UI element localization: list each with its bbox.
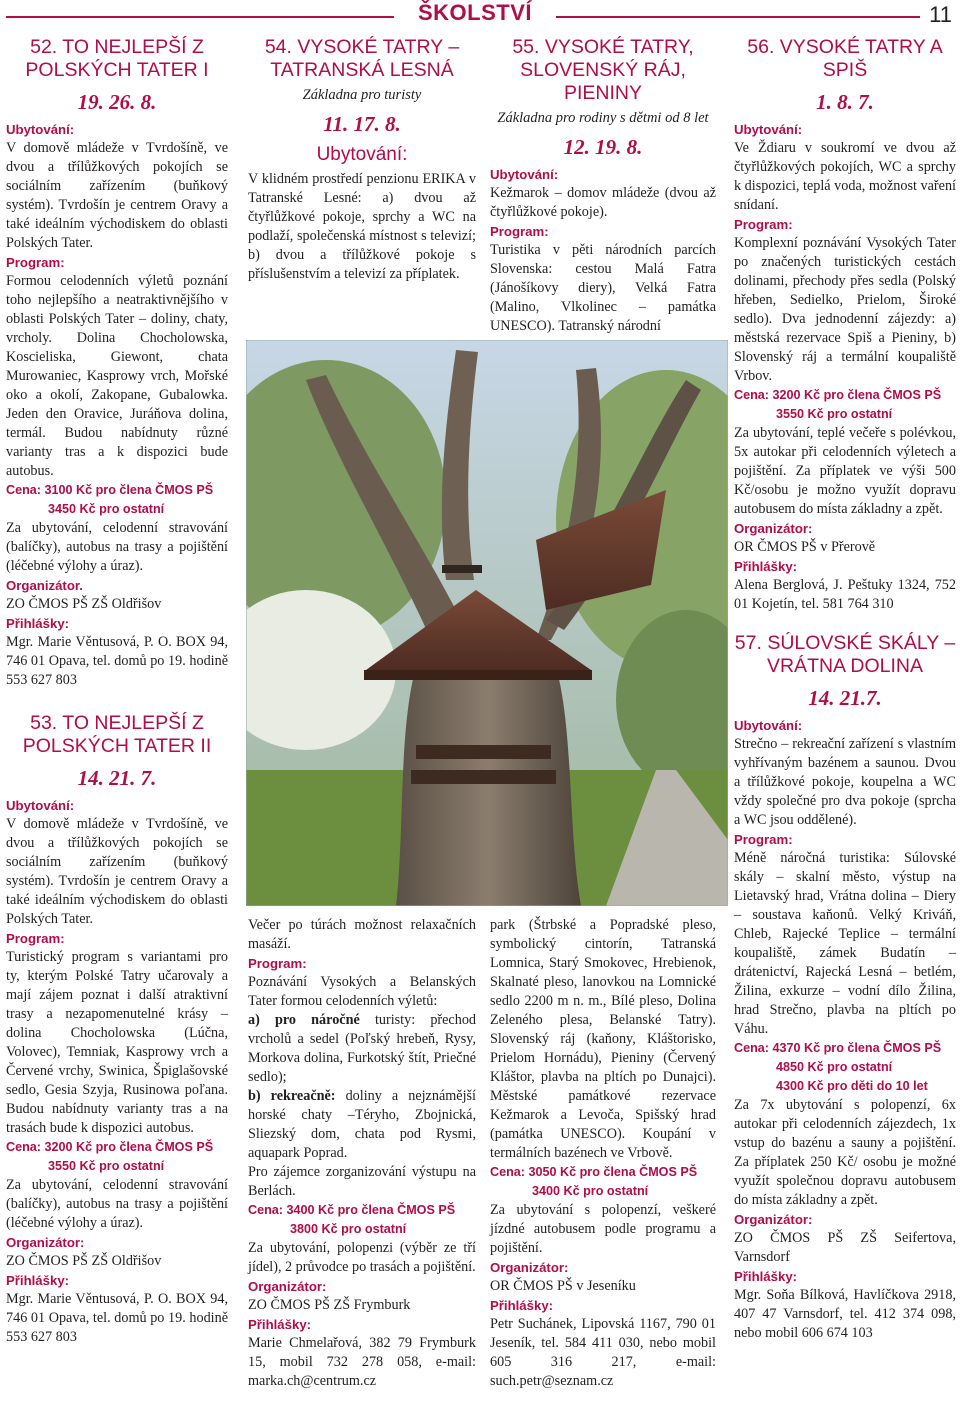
trip-title: 57. SÚLOVSKÉ SKÁLY – VRÁTNA DOLINA — [734, 632, 956, 677]
accommodation-label: Ubytování: — [6, 122, 75, 137]
signup-text: Mgr. Marie Věntusová, P. O. BOX 94, 746 01 Opava, tel. domů po 19. hodině 553 627 803 — [6, 634, 228, 688]
trip-title: 52. TO NEJLEPŠÍ Z POLSKÝCH TATER I — [25, 36, 209, 81]
price-note: Za ubytování, teplé večeře s polévkou, 5x autokar při celodenních výletech a pojištění. Za příplatek ve výši 500 Kč/osobu je možno využít dopravu autobusem do místa základny a zpět. — [734, 425, 956, 517]
accommodation-text: Strečno – rekreační zařízení s vlastním vyhřívaným bazénem a saunou. Dvou a třílůžkové pokoje, koupelna a WC vždy společné pro dva pokoje (sprcha a WC jsou oddělené). — [734, 736, 956, 828]
price-other: 3800 Kč pro ostatní — [290, 1222, 407, 1236]
organizer-label: Organizátor: — [6, 1235, 85, 1250]
program-label: Program: — [734, 832, 793, 847]
price-member — [734, 386, 956, 405]
price-other: 4850 Kč pro ostatní — [776, 1060, 893, 1074]
signup-label: Přihlášky: — [6, 616, 70, 631]
trip-title: 54. VYSOKÉ TATRY – TATRANSKÁ LESNÁ — [264, 36, 460, 81]
accommodation-label: Ubytování: — [734, 718, 803, 733]
price-member-value: 3400 Kč pro člena ČMOS PŠ — [286, 1203, 456, 1217]
spacer — [6, 690, 228, 712]
price-label: Cena: — [6, 1140, 41, 1154]
organizer-text: ZO ČMOS PŠ ZŠ Seifertova, Varnsdorf — [734, 1230, 956, 1265]
program-b-text: doliny a nejznámější horské chaty –Téryho, Zbojnická, Sliezský dom, chata pod Rysmi, aquapark Poprad. — [248, 1088, 476, 1161]
price-label: Cena: — [734, 388, 769, 402]
trip-57 — [734, 632, 956, 1343]
trip-date: 12. 19. 8. — [563, 135, 643, 159]
price-note: Za ubytování s polopenzí, veškeré jízdné autobusem podle programu a pojištění. — [490, 1202, 716, 1256]
trip-subtitle: Základna pro turisty — [302, 87, 422, 103]
program-text: Turistický program s variantami pro ty, kterým Polské Tatry učarovaly a mají zájem poznat i další atraktivní trasy a nezapomenutelné krásy – dolina Chocholowska (Lúčna, Volovec), Temniak, Kasprowy vrch a Červené vrchy, Swinica, Špiglašovské sedlo, Gesia Szyja, Rusinowa poľana. Budou nabídnuty varianty tras a na trasách bude k dispozici autobus. — [6, 949, 228, 1136]
organizer-text: ZO ČMOS PŠ ZŠ Frymburk — [248, 1297, 411, 1313]
accommodation-label: Ubytování: — [316, 144, 408, 165]
price-note: Za ubytování, polopenzi (výběr ze tří jídel), 2 průvodce po trasách a pojištění. — [248, 1240, 476, 1275]
organizer-label: Organizátor. — [6, 578, 83, 593]
header-rule-right — [556, 16, 920, 18]
price-member — [490, 1163, 716, 1182]
signup-text: Mgr. Marie Věntusová, P. O. BOX 94, 746 01 Opava, tel. domů po 19. hodině 553 627 803 — [6, 1291, 228, 1345]
tree-illustration — [246, 340, 728, 906]
price-other: 3450 Kč pro ostatní — [48, 502, 165, 516]
price-label: Cena: — [6, 483, 41, 497]
tree-photo — [246, 340, 728, 906]
price-member-value: 4370 Kč pro člena ČMOS PŠ — [772, 1041, 942, 1055]
price-label: Cena: — [248, 1203, 283, 1217]
organizer-text: ZO ČMOS PŠ ZŠ Oldřišov — [6, 596, 162, 612]
trip-date: 19. 26. 8. — [77, 90, 157, 114]
price-label: Cena: — [490, 1165, 525, 1179]
program-text: Méně náročná turistika: Súlovské skály – skalní město, výstup na Lietavský hrad, Vrátna dolina – Diery – soustava kaňonů. Velký Kriváň, Chleb, Rajecké Teplice – termální koupaliště, zámek Budatín – drátenictví, Rajecká Lesná – betlém, Žilina, exkurze – vodní dílo Žilina, hrad Strečno, plavba na pltích po Váhu. — [734, 850, 956, 1037]
price-note: Za 7x ubytování s polopenzí, 6x autokar při celodenních zájezdech, 1x vstup do bazénu a sauny a pojištění. Za příplatek 250 Kč/ osobu je možné využít společnou dopravu autobusem do místa základny a zpět. — [734, 1097, 956, 1208]
organizer-text: OR ČMOS PŠ v Jeseníku — [490, 1278, 636, 1294]
program-intro: Poznávání Vysokých a Belanských Tater formou celodenních výletů: — [248, 974, 476, 1009]
signup-label: Přihlášky: — [490, 1298, 554, 1313]
column-3-bottom — [490, 916, 716, 1391]
column-4 — [734, 36, 956, 1343]
organizer-text: OR ČMOS PŠ v Přerově — [734, 539, 876, 555]
accommodation-label: Ubytování: — [734, 122, 803, 137]
signup-label: Přihlášky: — [734, 559, 798, 574]
program-b-label: b) rekreačně: — [248, 1088, 336, 1104]
price-note: Za ubytování, celodenní stravování (balíčky), autobus na trasy a pojištění (léčebné výlohy a úraz). — [6, 1177, 228, 1231]
price-member-value: 3200 Kč pro člena ČMOS PŠ — [772, 388, 942, 402]
trip-date: 14. 21. 7. — [77, 766, 157, 790]
price-note: Za ubytování, celodenní stravování (balíčky), autobus na trasy a pojištění (léčebné výlohy a úraz). — [6, 520, 228, 574]
evening-text: Večer po túrách možnost relaxačních masáží. — [248, 917, 476, 952]
price-other: 3550 Kč pro ostatní — [48, 1159, 165, 1173]
trip-date: 14. 21.7. — [808, 686, 882, 710]
program-label: Program: — [6, 255, 65, 270]
trip-date: 11. 17. 8. — [323, 112, 401, 136]
trip-56 — [734, 36, 956, 614]
signup-text: Marie Chmelařová, 382 79 Frymburk 15, mobil 732 278 058, e-mail: marka.ch@centrum.cz — [248, 1335, 476, 1389]
accommodation-text: Kežmarok – domov mládeže (dvou až čtyřlůžkové pokoje). — [490, 185, 716, 220]
page-number: 11 — [929, 2, 952, 27]
column-3 — [490, 36, 716, 336]
accommodation-text: V domově mládeže v Tvrdošíně, ve dvou a třílůžkových pokojích se sociálním zařízením (buňkový systém). Tvrdošín je centrem Oravy a také ideálním východiskem do oblasti Polských Tater. — [6, 140, 228, 251]
accommodation-label: Ubytování: — [6, 798, 75, 813]
program-a-label: a) pro náročné — [248, 1012, 360, 1028]
trip-subtitle: Základna pro rodiny s dětmi od 8 let — [497, 110, 709, 126]
organizer-label: Organizátor: — [490, 1260, 569, 1275]
program-a — [248, 1011, 476, 1087]
column-2-bottom — [248, 916, 476, 1391]
price-member-value: 3100 Kč pro člena ČMOS PŠ — [44, 483, 214, 497]
organizer-label: Organizátor: — [734, 521, 813, 536]
price-member — [734, 1039, 956, 1058]
price-child: 4300 Kč pro děti do 10 let — [776, 1079, 928, 1093]
program-text: Komplexní poznávání Vysokých Tater po značených turistických cestách dolinami, přechody přes sedla (Polský hřeben, Sedielko, Prielom, Široké sedlo). Dva jednodenní zájezdy: a) městská rezervace Spiš a Pieniny, b) Slovenský ráj a termální koupaliště Vrbov. — [734, 235, 956, 384]
trip-52 — [6, 36, 228, 690]
organizer-text: ZO ČMOS PŠ ZŠ Oldřišov — [6, 1253, 162, 1269]
accommodation-text: V domově mládeže v Tvrdošíně, ve dvou a třílůžkových pokojích se sociálním zařízením (buňkový systém). Tvrdošín je centrem Oravy a také ideálním východiskem do oblasti Polských Tater. — [6, 816, 228, 927]
column-2 — [248, 36, 476, 284]
trip-54 — [248, 36, 476, 284]
price-member-value: 3050 Kč pro člena ČMOS PŠ — [528, 1165, 698, 1179]
trip-title: 56. VYSOKÉ TATRY A SPIŠ — [747, 36, 943, 81]
price-other: 3400 Kč pro ostatní — [532, 1184, 649, 1198]
trip-title: 53. TO NEJLEPŠÍ Z POLSKÝCH TATER II — [22, 712, 212, 757]
trip-date: 1. 8. 7. — [816, 90, 874, 114]
program-label: Program: — [6, 931, 65, 946]
accommodation-text: V klidném prostředí penzionu ERIKA v Tatranské Lesné: a) dvou až čtyřlůžkové pokoje, sprchy a WC na podlaží, společenská místnost s televizí; b) dvou a třílůžkové pokoje s příslušenstvím a televizí za příplatek. — [248, 171, 476, 282]
program-b — [248, 1087, 476, 1163]
program-continued: park (Štrbské a Popradské pleso, symbolický cintorín, Tatranská Lomnica, Starý Smokovec, Hrebienok, Skalnaté pleso, lanovkou na Lomnické sedlo 2200 m n. m., Bílé pleso, Dolina Zeleného plesa, Belanské Tatry). Slovenský ráj (kaňony, Kláštorisko, Prielom Hornádu), Pieniny (Červený Kláštor, plavba na pltích po Dunajci). Městské památkové rezervace Kežmarok a Levoča, Spišský hrad (památka UNESCO). Koupání v termálních bazénech ve Vrbově. — [490, 917, 716, 1161]
accommodation-label: Ubytování: — [490, 167, 559, 182]
signup-label: Přihlášky: — [6, 1273, 70, 1288]
column-1 — [6, 36, 228, 1347]
trip-53 — [6, 712, 228, 1347]
program-text: Turistika v pěti národních parcích Slovenska: cestou Malá Fatra (Jánošíkovy diery), Velká Fatra (Malino, Vlkolinec – památka UNESCO). Tatranský národní — [490, 242, 716, 334]
signup-text: Mgr. Soňa Bílková, Havlíčkova 2918, 407 47 Varnsdorf, tel. 412 374 098, nebo mobil 606 674 103 — [734, 1287, 956, 1341]
program-a-text: turisty: přechod vrcholů a sedel (Poľský hrebeň, Rysy, Morkova dolina, Furkotský štít, Priečné sedlo); — [248, 1012, 477, 1085]
section-title: ŠKOLSTVÍ — [417, 0, 532, 25]
price-member — [6, 481, 228, 500]
program-label: Program: — [490, 224, 549, 239]
organizer-label: Organizátor: — [248, 1279, 327, 1294]
program-extra: Pro zájemce zorganizování výstupu na Berlách. — [248, 1164, 476, 1199]
signup-text: Alena Berglová, J. Peštuky 1324, 752 01 Kojetín, tel. 581 764 310 — [734, 577, 956, 612]
price-member — [248, 1201, 476, 1220]
price-other: 3550 Kč pro ostatní — [776, 407, 893, 421]
program-label: Program: — [734, 217, 793, 232]
price-member-value: 3200 Kč pro člena ČMOS PŠ — [44, 1140, 214, 1154]
signup-text: Petr Suchánek, Lipovská 1167, 790 01 Jeseník, tel. 584 411 030, nebo mobil 605 316 217, e-mail: such.petr@seznam.cz — [490, 1316, 716, 1389]
trip-55 — [490, 36, 716, 336]
signup-label: Přihlášky: — [248, 1317, 312, 1332]
organizer-label: Organizátor: — [734, 1212, 813, 1227]
page-header — [0, 0, 960, 30]
spacer — [734, 614, 956, 632]
price-member — [6, 1138, 228, 1157]
signup-label: Přihlášky: — [734, 1269, 798, 1284]
accommodation-text: Ve Ždiaru v soukromí ve dvou až čtyřlůžkových pokojích, WC a sprchy k dispozici, teplá voda, možnost vaření snídaní. — [734, 140, 956, 213]
program-text: Formou celodenních výletů poznání toho nejlepšího a neatraktivnějšího v oblasti Polských Tater – doliny, chaty, vrcholy. Dolina Chocholowska, Koscieliska, Giewont, chata Murowaniec, Kasprowy vrch, Mořské oko a okolí, Zakopane, Gubalowka. Jeden den Oravice, Juráňova dolina, termál. Budou nabídnuty různé varianty tras a k dispozici bude autobus. — [6, 273, 228, 479]
trip-title: 55. VYSOKÉ TATRY, SLOVENSKÝ RÁJ, PIENINY — [512, 36, 694, 104]
program-label: Program: — [248, 956, 307, 971]
header-rule-left — [6, 16, 394, 18]
price-label: Cena: — [734, 1041, 769, 1055]
